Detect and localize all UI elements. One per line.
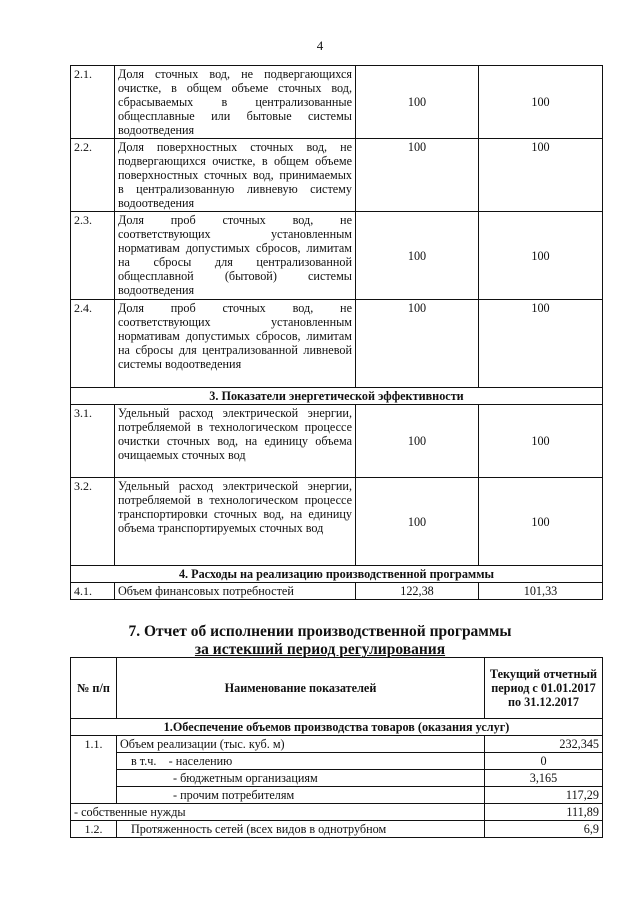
row-number: 1.2. [71, 821, 117, 838]
table-row [71, 405, 603, 478]
row-value: 232,345 [485, 736, 603, 753]
table-row [71, 821, 603, 838]
row-value-1: 100 [356, 300, 479, 388]
row-number: 3.2. [71, 478, 115, 566]
row-value: 6,9 [485, 821, 603, 838]
section-row [71, 388, 603, 405]
row-value-2: 100 [479, 478, 603, 566]
row-description: Доля сточных вод, не подвергающихся очистке, в общем объеме сточных вод, сбрасываемых в централизованные общесплавные или бытовые системы водоотведения [115, 66, 356, 139]
header-row [71, 658, 603, 719]
row-description: Доля поверхностных сточных вод, не подвергающихся очистке, в общем объеме поверхностных сточных вод, принимаемых в централизованную ливневую систему водоотведения [115, 139, 356, 212]
table-row [71, 66, 603, 139]
row-value-1: 100 [356, 405, 479, 478]
section-subheading-text: за истекший период регулирования [194, 641, 446, 658]
table-row [71, 753, 603, 770]
row-description: Доля проб сточных вод, не соответствующих установленным нормативам допустимых сбросов, лимитам на сбросы для централизованной общесплавной (бытовой) системы водоотведения [115, 212, 356, 300]
row-number: 4.1. [71, 583, 115, 600]
row-number: 2.3. [71, 212, 115, 300]
row-value-2: 100 [479, 212, 603, 300]
table-row [71, 212, 603, 300]
page-number: 4 [316, 38, 324, 53]
row-number: 2.1. [71, 66, 115, 139]
row-value-2: 100 [479, 300, 603, 388]
table-row [71, 770, 603, 787]
section-row [71, 566, 603, 583]
section-heading: 7. Отчет об исполнении производственной программы [128, 623, 512, 640]
row-name: - прочим потребителям [117, 787, 485, 804]
row-value-1: 100 [356, 139, 479, 212]
section-title: 4. Расходы на реализацию производственной программы [71, 566, 603, 583]
table-row [71, 139, 603, 212]
row-number: 2.2. [71, 139, 115, 212]
row-value-2: 100 [479, 405, 603, 478]
section-title: 1.Обеспечение объемов производства товаров (оказания услуг) [71, 719, 603, 736]
row-name: Протяженность сетей (всех видов в однотрубном [117, 821, 485, 838]
row-value: 0 [485, 753, 603, 770]
row-value: 117,29 [485, 787, 603, 804]
row-number [71, 753, 117, 770]
row-name: в т.ч. - населению [117, 753, 485, 770]
section-row [71, 719, 603, 736]
row-number: 3.1. [71, 405, 115, 478]
col-header-name: Наименование показателей [117, 658, 485, 719]
indicators-table [70, 65, 603, 600]
table-row [71, 787, 603, 804]
row-number: 1.1. [71, 736, 117, 753]
table-row [71, 804, 603, 821]
row-value-2: 100 [479, 66, 603, 139]
section-title: 3. Показатели энергетической эффективности [71, 388, 603, 405]
row-value-1: 100 [356, 212, 479, 300]
row-number [71, 787, 117, 804]
row-value-1: 100 [356, 66, 479, 139]
table-row [71, 583, 603, 600]
row-description: Объем финансовых потребностей [115, 583, 356, 600]
row-description: Удельный расход электрической энергии, потребляемой в технологическом процессе очистки сточных вод, на единицу объема очищаемых сточных вод [115, 405, 356, 478]
col-header-num: № п/п [71, 658, 117, 719]
report-table [70, 657, 603, 838]
row-name: Объем реализации (тыс. куб. м) [117, 736, 485, 753]
row-value-2: 101,33 [479, 583, 603, 600]
row-name: - собственные нужды [71, 804, 485, 821]
col-header-period: Текущий отчетный период с 01.01.2017 по 31.12.2017 [485, 658, 603, 719]
table-row [71, 478, 603, 566]
row-number: 2.4. [71, 300, 115, 388]
row-name: - бюджетным организациям [117, 770, 485, 787]
row-value: 3,165 [485, 770, 603, 787]
table-row [71, 300, 603, 388]
row-description: Удельный расход электрической энергии, потребляемой в технологическом процессе транспортировки сточных вод, на единицу объема транспортируемых сточных вод [115, 478, 356, 566]
row-value-2: 100 [479, 139, 603, 212]
row-value-1: 100 [356, 478, 479, 566]
row-number [71, 770, 117, 787]
row-value-1: 122,38 [356, 583, 479, 600]
row-value: 111,89 [485, 804, 603, 821]
table-row [71, 736, 603, 753]
row-description: Доля проб сточных вод, не соответствующих установленным нормативам допустимых сбросов, лимитам на сбросы для централизованной ливневой системы водоотведения [115, 300, 356, 388]
